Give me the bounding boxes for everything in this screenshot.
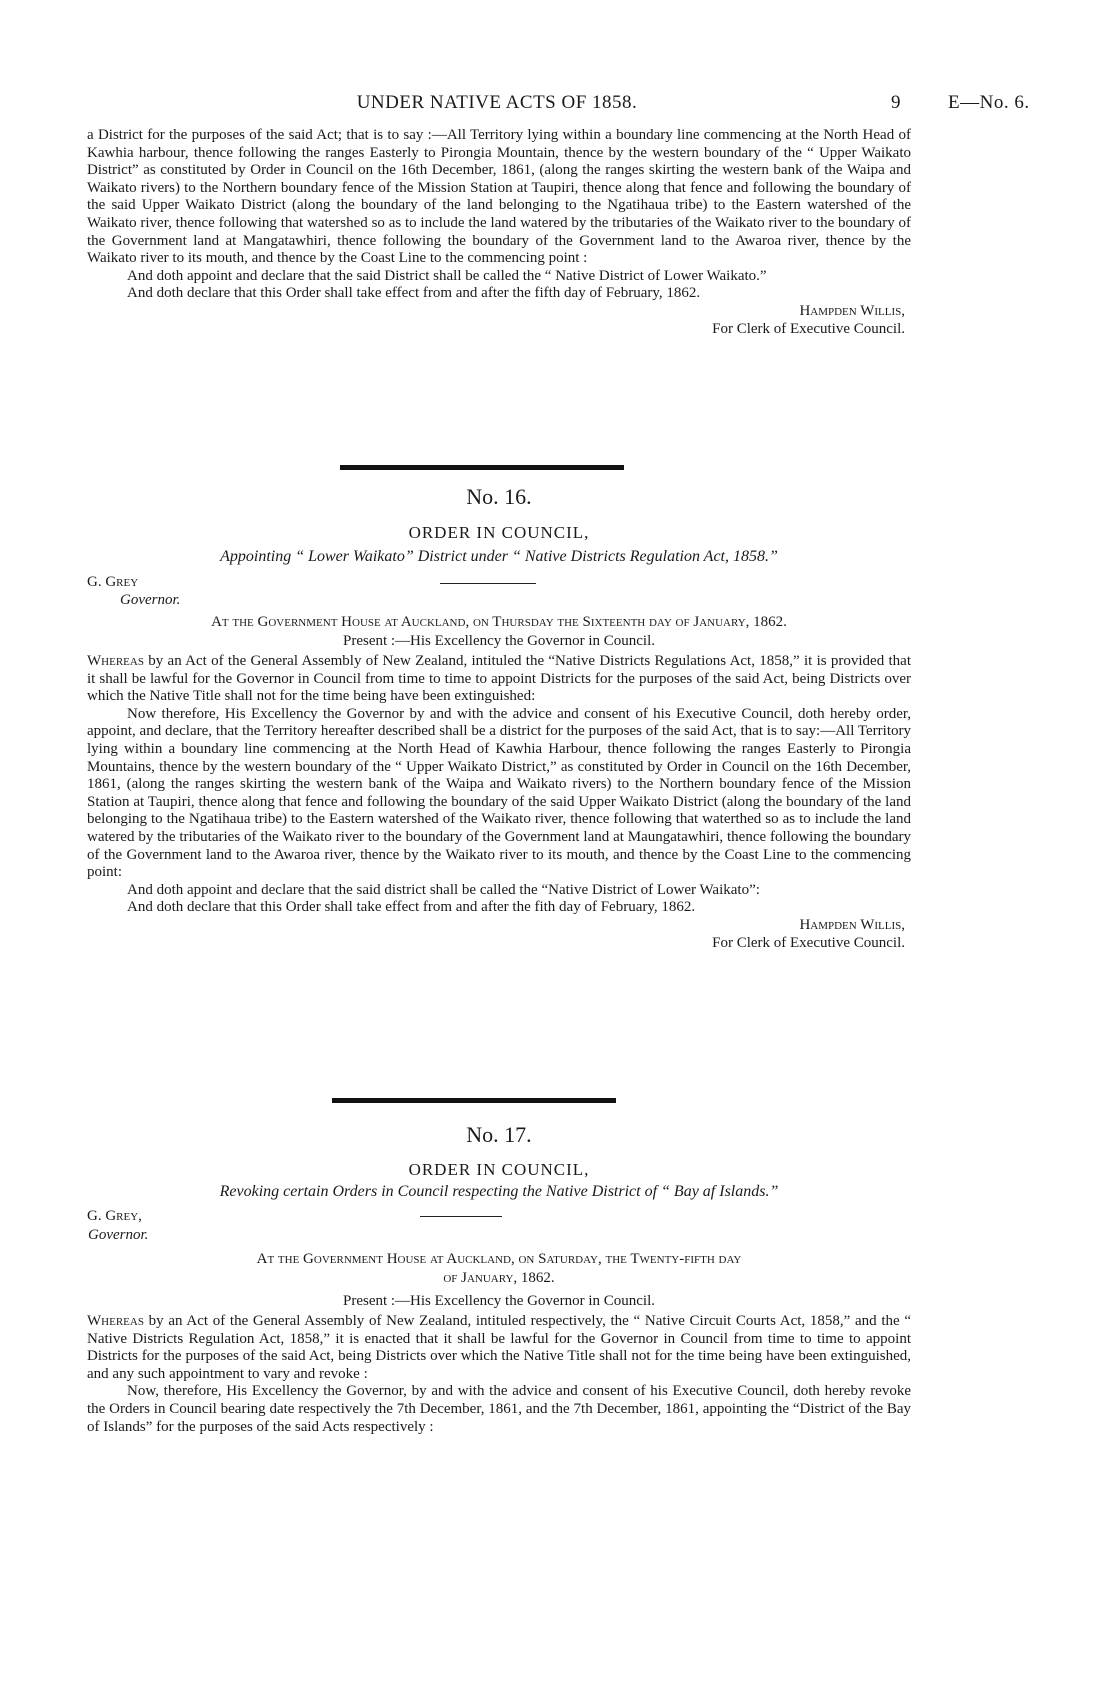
page-number: 9 [891,92,901,113]
running-title: UNDER NATIVE ACTS OF 1858. [356,92,638,113]
order-16-whereas-lead: Whereas [87,653,144,669]
order-16-body [87,653,911,952]
signatory-name: Hampden Willis, [799,302,905,319]
order-16-governor-title: Governor. [120,592,181,608]
order-17-whereas-lead: Whereas [87,1313,144,1329]
section-divider-2 [332,1098,616,1103]
order-17-number: No. 17. [466,1122,532,1147]
effect-paragraph: And doth declare that this Order shall take effect from and after the fifth day of February, 1862. [127,285,701,302]
continued-order-text [87,127,911,338]
signatory-title: For Clerk of Executive Council. [712,320,905,337]
document-reference: E—No. 6. [948,92,1030,113]
order-17-present: Present :—His Excellency the Governor in Council. [342,1293,655,1309]
order-16-effect: And doth declare that this Order shall take effect from and after the fith day of February, 1862. [127,899,696,916]
order-17-place-line1: At the Government House at Auckland, on Saturday, the Twenty-fifth day [256,1251,742,1267]
order-16-place: At the Government House at Auckland, on Thursday the Sixteenth day of January, 1862. [211,614,787,630]
short-rule [440,583,536,584]
order-17-heading: ORDER IN COUNCIL, [408,1160,590,1179]
order-16-subtitle: Appointing “ Lower Waikato” District under “ Native Districts Regulation Act, 1858.” [220,548,778,565]
order-16-number: No. 16. [466,484,532,509]
order-17-body [87,1313,911,1436]
section-divider [340,465,624,470]
order-16-present: Present :—His Excellency the Governor in Council. [342,633,655,649]
order-16-signatory-title: For Clerk of Executive Council. [712,934,905,951]
order-17-now: Now, therefore, His Excellency the Governor, by and with the advice and consent of his Executive Council, doth hereby revoke the Orders in Council bearing date respectively the 7th December, 1861, and the 7th December, 1861, appointing the “District of the Bay of Islands” for the purposes of the said Acts respectively : [87,1383,911,1435]
order-16-whereas: by an Act of the General Assembly of New Zealand, intituled the “Native Districts Regulations Act, 1858,” it is provided that it shall be lawful for the Governor in Council from time to time to appoint Districts for the purposes of the said Act, being Districts over which the Native Title shall not for the time being have been extinguished: [87,653,911,705]
order-16-appoint: And doth appoint and declare that the said district shall be called the “Native District of Lower Waikato”: [127,881,760,898]
order-16-signatory-name: Hampden Willis, [799,916,905,933]
order-17-place-line2: of January, 1862. [443,1270,555,1286]
order-16-now: Now therefore, His Excellency the Governor by and with the advice and consent of his Executive Council, doth hereby order, appoint, and declare, that the Territory hereafter described shall be a district for the purposes of the said Act, that is to say:—All Territory lying within a boundary line commencing at the North Head of Kawhia Harbour, thence following the ranges Easterly to Pirongia Mountains, thence by the western boundary of the “ Upper Waikato District,” as constituted by Order in Council on the 16th December, 1861, (along the ranges skirting the western bank of the Waipa and Waikato rivers) to the Northern boundary fence of the Mission Station at Taupiri, thence along that fence and following the boundary of the said Upper Waikato District (along the boundary of the land belonging to the Ngatihaua tribe) to the Eastern watershed of the Waikato river, thence following that waterthed so as to include the land watered by the tributaries of the Waikato river to the boundary of the Government land at Maungatawhiri, thence following the boundary of the Government land to the Awaroa river, thence by the Waikato river to its mouth, and thence by the Coast Line to the commencing point: [87,705,911,881]
order-16-governor-name: G. Grey [87,574,139,590]
boundary-paragraph: a District for the purposes of the said Act; that is to say :—All Territory lying within a boundary line commencing at the North Head of Kawhia harbour, thence following the ranges Easterly to Pirongia Mountain, thence by the western boundary of the “ Upper Waikato District” as constituted by Order in Council on the 16th December, 1861, (along the ranges skirting the western bank of the Waipa and Waikato rivers) to the Northern boundary fence of the Mission Station at Taupiri, thence along that fence and following the boundary of the said Upper Waikato District (along the boundary of the land belonging to the Ngatihaua tribe) to the Eastern watershed of the Waikato river, thence following that watershed so as to include the land watered by the tributaries of the Waikato river to the boundary of the Government land at Mangatawhiri, thence following the boundary of the Government land to the Awaroa river, thence by the Waikato river to its mouth, and thence by the Coast Line to the commencing point : [87,127,911,267]
short-rule-2 [420,1216,502,1217]
order-17-whereas: by an Act of the General Assembly of New Zealand, intituled respectively, the “ Native Circuit Courts Act, 1858,” and the “ Native Districts Regulation Act, 1858,” it is enacted that it shall be lawful for the Governor in Council from time to time to appoint Districts for the purposes of the said Act, being Districts over which the Native Title shall not for the time being have been extinguished, and any such appointment to vary and revoke : [87,1313,911,1382]
order-16-heading: ORDER IN COUNCIL, [408,523,590,542]
order-17-governor-name: G. Grey, [87,1208,142,1224]
order-17-governor-title: Governor. [88,1227,149,1243]
order-17-subtitle: Revoking certain Orders in Council respecting the Native District of “ Bay af Islands.” [219,1183,779,1200]
running-header [0,92,1114,118]
appoint-paragraph: And doth appoint and declare that the said District shall be called the “ Native District of Lower Waikato.” [127,267,767,284]
